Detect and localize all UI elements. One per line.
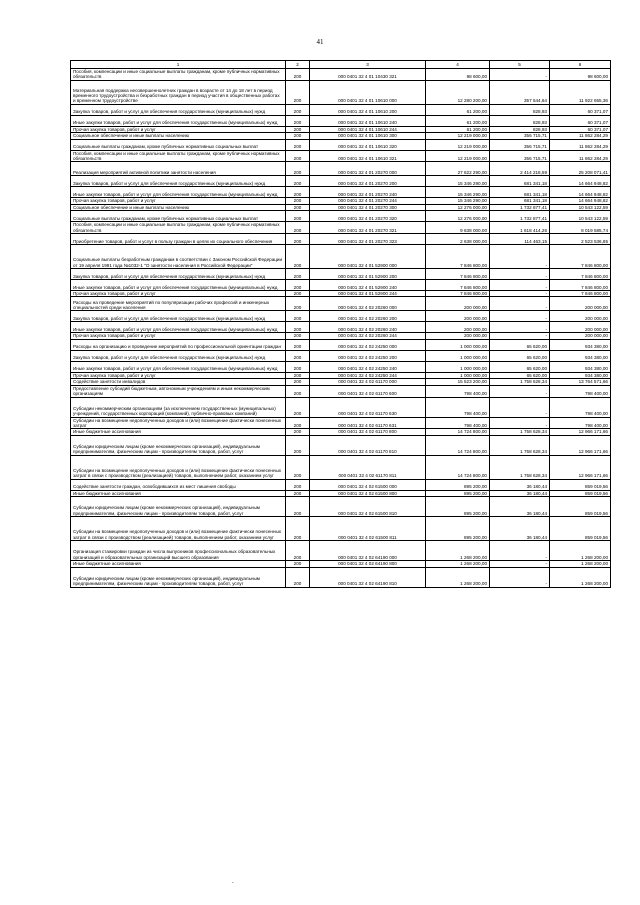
line-code: 200 — [286, 162, 310, 176]
budget-class-code: 000 0401 32 4 02 61170 800 — [310, 429, 426, 435]
row-label: Пособия, компенсации и иные социальные выплаты гражданам, кроме публичных нормативных обязательств — [71, 222, 286, 234]
line-code: 200 — [286, 497, 310, 517]
budget-class-code: 000 0401 32 4 01 20270 320 — [310, 211, 426, 222]
table-row — [71, 150, 611, 162]
approved-amount: 1 000 000,00 — [426, 372, 490, 378]
remaining-amount: 7 846 800,00 — [550, 269, 611, 280]
page-number: 41 — [316, 38, 324, 46]
approved-amount: 14 724 800,00 — [426, 429, 490, 435]
budget-class-code: 000 0401 32 4 01 20270 240 — [310, 187, 426, 198]
table-row — [71, 479, 611, 490]
budget-class-code: 000 0401 32 4 01 10610 240 — [310, 115, 426, 126]
budget-class-code: 000 0401 32 4 01 10610 200 — [310, 104, 426, 115]
row-label: Содействие занятости инвалидов — [71, 379, 286, 385]
executed-amount: 65 620,00 — [490, 339, 550, 350]
executed-amount: - — [490, 385, 550, 397]
executed-amount: - — [490, 561, 550, 567]
remaining-amount: 859 019,56 — [550, 490, 611, 496]
row-label: Прочая закупка товаров, работ и услуг — [71, 372, 286, 378]
table-row — [71, 104, 611, 115]
approved-amount: 12 219 000,00 — [426, 133, 490, 139]
budget-class-code: 000 0401 32 4 02 64190 810 — [310, 567, 426, 587]
line-code: 200 — [286, 541, 310, 561]
approved-amount: 1 000 000,00 — [426, 361, 490, 372]
row-label: Содействие занятости граждан, освободившихся из мест лишения свободы — [71, 479, 286, 490]
approved-amount: 895 200,00 — [426, 490, 490, 496]
remaining-amount: 14 664 948,82 — [550, 198, 611, 204]
table-row — [71, 417, 611, 429]
executed-amount: 1 618 414,26 — [490, 222, 550, 234]
approved-amount: 1 268 200,00 — [426, 561, 490, 567]
remaining-amount: 2 523 536,85 — [550, 234, 611, 245]
row-label: Расходы на организацию и проведение мероприятий по профессиональной ориентации граждан — [71, 339, 286, 350]
row-label: Социальное обеспечение и иные выплаты населению — [71, 204, 286, 210]
remaining-amount: 798 400,00 — [550, 417, 611, 429]
approved-amount: 798 400,00 — [426, 385, 490, 397]
table-row — [71, 115, 611, 126]
remaining-amount: 200 000,00 — [550, 322, 611, 333]
budget-class-code: 000 0401 32 4 02 24250 200 — [310, 350, 426, 361]
table-row — [71, 372, 611, 378]
remaining-amount: 1 268 200,00 — [550, 561, 611, 567]
executed-amount: 1 758 628,34 — [490, 379, 550, 385]
row-label: Иные бюджетные ассигнования — [71, 490, 286, 496]
budget-class-code: 000 0401 32 4 02 24250 240 — [310, 361, 426, 372]
table-row — [71, 234, 611, 245]
remaining-amount: 934 380,00 — [550, 350, 611, 361]
remaining-amount: 200 000,00 — [550, 311, 611, 322]
remaining-amount: 11 862 284,29 — [550, 133, 611, 139]
row-label: Социальные выплаты гражданам, кроме публичных нормативных социальных выплат — [71, 211, 286, 222]
remaining-amount: 14 664 948,82 — [550, 187, 611, 198]
executed-amount: 681 341,18 — [490, 198, 550, 204]
budget-class-code: 000 0401 32 4 02 61170 631 — [310, 417, 426, 429]
table-row — [71, 397, 611, 417]
row-label: Закупка товаров, работ и услуг для обеспечения государственных (муниципальных) нужд — [71, 269, 286, 280]
executed-amount: - — [490, 311, 550, 322]
remaining-amount: 798 400,00 — [550, 397, 611, 417]
approved-amount: 895 200,00 — [426, 497, 490, 517]
approved-amount: 61 200,00 — [426, 104, 490, 115]
column-number-row — [71, 61, 611, 69]
remaining-amount: 10 543 122,59 — [550, 204, 611, 210]
approved-amount: 12 276 000,00 — [426, 211, 490, 222]
row-label: Иные закупки товаров, работ и услуг для обеспечения государственных (муниципальных) нужд — [71, 115, 286, 126]
table-row — [71, 361, 611, 372]
remaining-amount: 934 380,00 — [550, 339, 611, 350]
row-label: Иные закупки товаров, работ и услуг для обеспечения государственных (муниципальных) нужд — [71, 187, 286, 198]
budget-class-code: 000 0401 32 4 01 20270 200 — [310, 176, 426, 187]
row-label: Пособия, компенсации и иные социальные выплаты гражданам, кроме публичных нормативных обязательств — [71, 69, 286, 81]
row-label: Реализация мероприятий активной политики занятости населения — [71, 162, 286, 176]
row-label: Закупка товаров, работ и услуг для обеспечения государственных (муниципальных) нужд — [71, 104, 286, 115]
remaining-amount: 11 862 284,29 — [550, 150, 611, 162]
executed-amount: - — [490, 269, 550, 280]
table-row — [71, 162, 611, 176]
row-label: Иные бюджетные ассигнования — [71, 561, 286, 567]
table-row — [71, 198, 611, 204]
approved-amount: 1 268 200,00 — [426, 567, 490, 587]
remaining-amount: 1 268 200,00 — [550, 567, 611, 587]
budget-class-code: 000 0401 32 4 02 20260 200 — [310, 311, 426, 322]
approved-amount: 2 638 000,00 — [426, 234, 490, 245]
row-label: Социальные выплаты безработным гражданам в соответствии с Законом Российской Федерации от 19 апреля 1991 года №1032-1 "О занятости населения в Российской Федерации" — [71, 245, 286, 269]
executed-amount: 357 544,64 — [490, 80, 550, 104]
executed-amount: 65 620,00 — [490, 372, 550, 378]
column-header: 3 — [310, 61, 426, 69]
budget-class-code: 000 0401 32 4 01 10610 000 — [310, 80, 426, 104]
approved-amount: 895 200,00 — [426, 479, 490, 490]
line-code: 200 — [286, 372, 310, 378]
row-label: Материальная поддержка несовершеннолетних граждан в возрасте от 14 до 18 лет в период временного трудоустройства и безработных граждан в период участия в общественных работах и временном трудоустройстве — [71, 80, 286, 104]
table-row — [71, 269, 611, 280]
executed-amount: - — [490, 245, 550, 269]
column-header: 5 — [490, 61, 550, 69]
line-code: 200 — [286, 69, 310, 81]
row-label: Субсидии на возмещение недополученных доходов и (или) возмещение фактически понесенных затрат в связи с производством (реализацией) товаров, выполнением работ, оказанием услуг — [71, 455, 286, 479]
line-code: 200 — [286, 379, 310, 385]
approved-amount: 7 846 800,00 — [426, 245, 490, 269]
line-code: 200 — [286, 479, 310, 490]
budget-class-code: 000 0401 32 4 01 52900 200 — [310, 269, 426, 280]
row-label: Расходы на проведение мероприятий по популяризации рабочих профессий и инженерных специальностей среди населения — [71, 297, 286, 311]
line-code: 200 — [286, 385, 310, 397]
executed-amount: 356 715,71 — [490, 150, 550, 162]
column-header: 1 — [71, 61, 286, 69]
approved-amount: 61 200,00 — [426, 115, 490, 126]
approved-amount: 200 000,00 — [426, 333, 490, 339]
table-row — [71, 80, 611, 104]
line-code: 200 — [286, 150, 310, 162]
line-code: 200 — [286, 133, 310, 139]
executed-amount: 681 341,18 — [490, 187, 550, 198]
remaining-amount: 60 371,07 — [550, 115, 611, 126]
line-code: 200 — [286, 198, 310, 204]
row-label: Иные закупки товаров, работ и услуг для обеспечения государственных (муниципальных) нужд — [71, 322, 286, 333]
row-label: Приобретение товаров, работ и услуг в пользу граждан в целях их социального обеспечения — [71, 234, 286, 245]
approved-amount: 7 846 800,00 — [426, 280, 490, 291]
budget-class-code: 000 0401 32 4 02 24250 000 — [310, 339, 426, 350]
table-row — [71, 176, 611, 187]
budget-class-code: 000 0401 32 4 02 61170 811 — [310, 455, 426, 479]
row-label: Социальное обеспечение и иные выплаты населению — [71, 133, 286, 139]
row-label: Субсидии некоммерческим организациям (за исключением государственных (муниципальных) учреждений, государственных корпораций (компаний), публично-правовых компаний) — [71, 397, 286, 417]
row-label: Предоставление субсидий бюджетным, автономным учреждениям и иным некоммерческим организациям — [71, 385, 286, 397]
executed-amount: - — [490, 397, 550, 417]
approved-amount: 12 219 000,00 — [426, 139, 490, 150]
table-row — [71, 245, 611, 269]
line-code: 200 — [286, 245, 310, 269]
executed-amount: 36 180,44 — [490, 479, 550, 490]
table-row — [71, 211, 611, 222]
approved-amount: 798 400,00 — [426, 397, 490, 417]
row-label: Субсидии на возмещение недополученных доходов и (или) возмещение фактически понесенных затрат в связи с производством (реализацией) товаров, выполнением работ, оказанием услуг — [71, 517, 286, 541]
row-label: Прочая закупка товаров, работ и услуг — [71, 333, 286, 339]
line-code: 200 — [286, 361, 310, 372]
remaining-amount: 14 664 948,82 — [550, 176, 611, 187]
table-row — [71, 187, 611, 198]
budget-class-code: 000 0401 32 4 02 61170 000 — [310, 379, 426, 385]
budget-class-code: 000 0401 32 4 02 64190 000 — [310, 541, 426, 561]
table-row — [71, 204, 611, 210]
budget-class-code: 000 0401 32 4 02 61170 810 — [310, 435, 426, 455]
approved-amount: 15 523 200,00 — [426, 379, 490, 385]
table-row — [71, 139, 611, 150]
table-row — [71, 69, 611, 81]
approved-amount: 12 280 200,00 — [426, 80, 490, 104]
line-code: 200 — [286, 567, 310, 587]
approved-amount: 27 622 290,00 — [426, 162, 490, 176]
budget-class-code: 000 0401 32 4 01 20270 321 — [310, 222, 426, 234]
executed-amount: - — [490, 322, 550, 333]
budget-class-code: 000 0401 32 4 01 20270 323 — [310, 234, 426, 245]
row-label: Прочая закупка товаров, работ и услуг — [71, 126, 286, 132]
executed-amount: 65 620,00 — [490, 350, 550, 361]
line-code: 200 — [286, 291, 310, 297]
line-code: 200 — [286, 234, 310, 245]
remaining-amount: 11 922 655,36 — [550, 80, 611, 104]
row-label: Иные бюджетные ассигнования — [71, 429, 286, 435]
approved-amount: 1 268 200,00 — [426, 541, 490, 561]
executed-amount: 356 715,71 — [490, 139, 550, 150]
budget-class-code: 000 0401 32 4 02 61500 811 — [310, 517, 426, 541]
approved-amount: 98 600,00 — [426, 69, 490, 81]
executed-amount: 681 341,18 — [490, 176, 550, 187]
executed-amount: 36 180,44 — [490, 497, 550, 517]
table-row — [71, 339, 611, 350]
line-code: 200 — [286, 269, 310, 280]
row-label: Прочая закупка товаров, работ и услуг — [71, 198, 286, 204]
remaining-amount: 798 400,00 — [550, 385, 611, 397]
executed-amount: - — [490, 541, 550, 561]
budget-class-code: 000 0401 32 4 02 64190 800 — [310, 561, 426, 567]
remaining-amount: 98 600,00 — [550, 69, 611, 81]
approved-amount: 200 000,00 — [426, 311, 490, 322]
line-code: 200 — [286, 297, 310, 311]
line-code: 200 — [286, 211, 310, 222]
budget-class-code: 000 0401 32 4 02 20260 240 — [310, 322, 426, 333]
line-code: 200 — [286, 280, 310, 291]
line-code: 200 — [286, 311, 310, 322]
budget-class-code: 000 0401 32 4 02 20260 244 — [310, 333, 426, 339]
remaining-amount: 7 846 800,00 — [550, 291, 611, 297]
remaining-amount: 859 019,56 — [550, 497, 611, 517]
budget-class-code: 000 0401 32 4 01 10610 300 — [310, 133, 426, 139]
remaining-amount: 12 966 171,66 — [550, 429, 611, 435]
remaining-amount: 12 966 171,66 — [550, 435, 611, 455]
remaining-amount: 859 019,56 — [550, 479, 611, 490]
line-code: 200 — [286, 429, 310, 435]
remaining-amount: 11 862 284,29 — [550, 139, 611, 150]
approved-amount: 12 276 000,00 — [426, 204, 490, 210]
executed-amount: 828,93 — [490, 104, 550, 115]
approved-amount: 7 846 800,00 — [426, 291, 490, 297]
column-header: 2 — [286, 61, 310, 69]
executed-amount: 356 715,71 — [490, 133, 550, 139]
budget-class-code: 000 0401 32 4 02 61500 800 — [310, 490, 426, 496]
executed-amount: 114 463,15 — [490, 234, 550, 245]
line-code: 200 — [286, 104, 310, 115]
row-label: Субсидии юридическим лицам (кроме некоммерческих организаций), индивидуальным предпринимателям, физическим лицам - производителям товаров, работ, услуг — [71, 567, 286, 587]
remaining-amount: 10 543 122,59 — [550, 211, 611, 222]
remaining-amount: 7 846 800,00 — [550, 245, 611, 269]
executed-amount: - — [490, 291, 550, 297]
row-label: Прочая закупка товаров, работ и услуг — [71, 291, 286, 297]
line-code: 200 — [286, 222, 310, 234]
executed-amount: 1 758 628,34 — [490, 455, 550, 479]
row-label: Закупка товаров, работ и услуг для обеспечения государственных (муниципальных) нужд — [71, 350, 286, 361]
row-label: Субсидии на возмещение недополученных доходов и (или) возмещение фактически понесенных затрат — [71, 417, 286, 429]
line-code: 200 — [286, 126, 310, 132]
approved-amount: 9 638 000,00 — [426, 222, 490, 234]
executed-amount: 828,93 — [490, 126, 550, 132]
approved-amount: 12 219 000,00 — [426, 150, 490, 162]
table-row — [71, 322, 611, 333]
executed-amount: 1 758 628,34 — [490, 429, 550, 435]
table-row — [71, 517, 611, 541]
approved-amount: 798 400,00 — [426, 417, 490, 429]
executed-amount: 2 414 218,59 — [490, 162, 550, 176]
remaining-amount: 859 019,56 — [550, 517, 611, 541]
line-code: 200 — [286, 350, 310, 361]
executed-amount: 1 732 877,41 — [490, 211, 550, 222]
executed-amount: - — [490, 280, 550, 291]
executed-amount: - — [490, 69, 550, 81]
table-row — [71, 311, 611, 322]
line-code: 200 — [286, 176, 310, 187]
table-row — [71, 497, 611, 517]
row-label: Субсидии юридическим лицам (кроме некоммерческих организаций), индивидуальным предпринимателям, физическим лицам - производителям товаров, работ, услуг — [71, 435, 286, 455]
approved-amount: 200 000,00 — [426, 322, 490, 333]
remaining-amount: 934 380,00 — [550, 372, 611, 378]
column-header: 6 — [550, 61, 611, 69]
budget-class-code: 000 0401 32 4 01 20270 000 — [310, 162, 426, 176]
line-code: 200 — [286, 417, 310, 429]
executed-amount: 1 758 628,34 — [490, 435, 550, 455]
row-label: Иные закупки товаров, работ и услуг для обеспечения государственных (муниципальных) нужд — [71, 361, 286, 372]
budget-class-code: 000 0401 32 4 02 61170 600 — [310, 385, 426, 397]
budget-class-code: 000 0401 32 4 01 52900 000 — [310, 245, 426, 269]
executed-amount: - — [490, 567, 550, 587]
table-row — [71, 297, 611, 311]
table-row — [71, 455, 611, 479]
line-code: 200 — [286, 204, 310, 210]
line-code: 200 — [286, 397, 310, 417]
line-code: 200 — [286, 435, 310, 455]
remaining-amount: 200 000,00 — [550, 297, 611, 311]
budget-class-code: 000 0401 32 4 01 10610 320 — [310, 139, 426, 150]
line-code: 200 — [286, 322, 310, 333]
remaining-amount: 8 019 585,74 — [550, 222, 611, 234]
approved-amount: 7 846 800,00 — [426, 269, 490, 280]
approved-amount: 15 346 290,00 — [426, 176, 490, 187]
budget-class-code: 000 0401 32 4 01 10430 321 — [310, 69, 426, 81]
budget-class-code: 000 0401 32 4 02 61500 000 — [310, 479, 426, 490]
line-code: 200 — [286, 517, 310, 541]
table-row — [71, 567, 611, 587]
approved-amount: 14 724 800,00 — [426, 455, 490, 479]
line-code: 200 — [286, 455, 310, 479]
line-code: 200 — [286, 115, 310, 126]
approved-amount: 15 346 290,00 — [426, 198, 490, 204]
budget-class-code: 000 0401 32 4 01 20270 300 — [310, 204, 426, 210]
table-row — [71, 133, 611, 139]
budget-class-code: 000 0401 32 4 02 24250 244 — [310, 372, 426, 378]
remaining-amount: 12 966 171,66 — [550, 455, 611, 479]
executed-amount: 36 180,44 — [490, 490, 550, 496]
budget-class-code: 000 0401 32 4 01 10610 244 — [310, 126, 426, 132]
budget-class-code: 000 0401 32 4 01 52900 244 — [310, 291, 426, 297]
table-row — [71, 385, 611, 397]
row-label: Закупка товаров, работ и услуг для обеспечения государственных (муниципальных) нужд — [71, 176, 286, 187]
row-label: Пособия, компенсации и иные социальные выплаты гражданам, кроме публичных нормативных обязательств — [71, 150, 286, 162]
approved-amount: 200 000,00 — [426, 297, 490, 311]
line-code: 200 — [286, 561, 310, 567]
executed-amount: 828,93 — [490, 115, 550, 126]
remaining-amount: 13 764 571,66 — [550, 379, 611, 385]
remaining-amount: 200 000,00 — [550, 333, 611, 339]
budget-class-code: 000 0401 32 4 02 61500 810 — [310, 497, 426, 517]
budget-class-code: 000 0401 32 4 01 10610 321 — [310, 150, 426, 162]
executed-amount: 1 732 877,41 — [490, 204, 550, 210]
footer-mark: - — [232, 880, 234, 886]
executed-amount: 65 620,00 — [490, 361, 550, 372]
remaining-amount: 60 371,07 — [550, 104, 611, 115]
executed-amount: 36 180,44 — [490, 517, 550, 541]
remaining-amount: 7 846 800,00 — [550, 280, 611, 291]
line-code: 200 — [286, 490, 310, 496]
remaining-amount: 25 208 071,41 — [550, 162, 611, 176]
table-row — [71, 350, 611, 361]
row-label: Закупка товаров, работ и услуг для обеспечения государственных (муниципальных) нужд — [71, 311, 286, 322]
row-label: Иные закупки товаров, работ и услуг для обеспечения государственных (муниципальных) нужд — [71, 280, 286, 291]
remaining-amount: 934 380,00 — [550, 361, 611, 372]
budget-class-code: 000 0401 32 4 01 52900 240 — [310, 280, 426, 291]
line-code: 200 — [286, 333, 310, 339]
approved-amount: 14 724 800,00 — [426, 435, 490, 455]
remaining-amount: 60 371,07 — [550, 126, 611, 132]
budget-class-code: 000 0401 32 4 02 61170 630 — [310, 397, 426, 417]
approved-amount: 15 346 290,00 — [426, 187, 490, 198]
table-row — [71, 541, 611, 561]
column-header: 4 — [426, 61, 490, 69]
approved-amount: 61 200,00 — [426, 126, 490, 132]
row-label: Организация стажировки граждан из числа выпускников профессиональных образовательных организаций и образовательных организаций высшего образования — [71, 541, 286, 561]
line-code: 200 — [286, 139, 310, 150]
table-row — [71, 280, 611, 291]
approved-amount: 1 000 000,00 — [426, 350, 490, 361]
row-label: Социальные выплаты гражданам, кроме публичных нормативных социальных выплат — [71, 139, 286, 150]
budget-class-code: 000 0401 32 4 02 20260 000 — [310, 297, 426, 311]
budget-execution-table — [70, 60, 611, 588]
table-row — [71, 222, 611, 234]
remaining-amount: 1 268 200,00 — [550, 541, 611, 561]
line-code: 200 — [286, 187, 310, 198]
row-label: Субсидии юридическим лицам (кроме некоммерческих организаций), индивидуальным предпринимателям, физическим лицам - производителям товаров, работ, услуг — [71, 497, 286, 517]
executed-amount: - — [490, 333, 550, 339]
table-row — [71, 435, 611, 455]
approved-amount: 1 000 000,00 — [426, 339, 490, 350]
line-code: 200 — [286, 339, 310, 350]
approved-amount: 895 200,00 — [426, 517, 490, 541]
line-code: 200 — [286, 80, 310, 104]
executed-amount: - — [490, 297, 550, 311]
executed-amount: - — [490, 417, 550, 429]
budget-class-code: 000 0401 32 4 01 20270 244 — [310, 198, 426, 204]
